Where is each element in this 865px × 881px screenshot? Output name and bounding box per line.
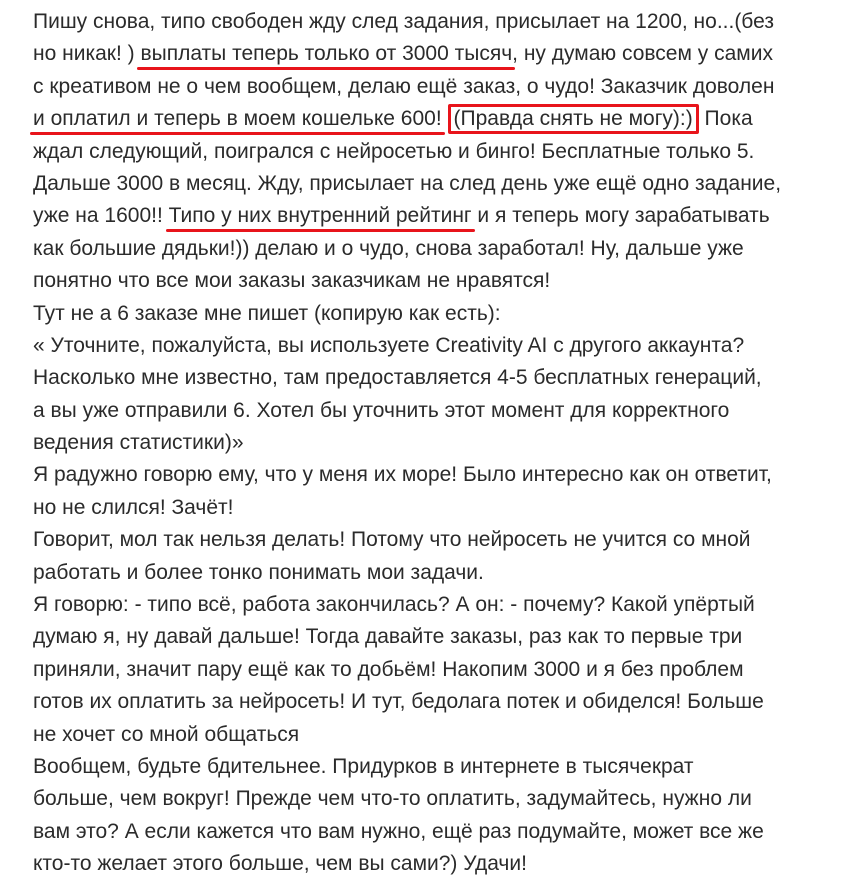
text-line — [33, 783, 865, 815]
text-span: больше, чем вокруг! Прежде чем что-то оплатить, задумайтесь, нужно ли — [33, 787, 752, 811]
text-span: уже на 1600!! — [33, 204, 163, 228]
text-span: не хочет со мной общаться — [33, 722, 300, 746]
text-line — [33, 71, 865, 103]
text-span: кто-то желает этого больше, чем вы сами?) Удачи! — [33, 852, 527, 876]
text-span: как большие дядьки!)) делаю и о чудо, снова заработал! Ну, дальше уже — [33, 236, 744, 260]
text-line — [33, 751, 865, 783]
text-line — [33, 589, 865, 621]
text-span: думаю я, ну давай дальше! Тогда давайте заказы, раз как то первые три — [33, 625, 743, 649]
text-span: Пока — [704, 107, 753, 131]
text-line — [33, 38, 865, 70]
text-line — [33, 298, 865, 330]
text-line — [33, 654, 865, 686]
text-line — [33, 621, 865, 653]
underlined-internal-rating: Типо у них внутренний рейтинг — [169, 200, 472, 232]
text-span: понятно что все мои заказы заказчикам не нравятся! — [33, 269, 551, 293]
text-span: и я теперь могу зарабатывать — [477, 204, 770, 228]
article-text — [33, 6, 865, 881]
text-line — [33, 557, 865, 589]
quote-text: а вы уже отправили 6. Хотел бы уточнить этот момент для корректного — [33, 398, 730, 422]
quote-text: ведения статистики)» — [33, 431, 244, 455]
text-span: но никак! ) — [33, 42, 135, 66]
text-line — [33, 816, 865, 848]
text-span: с креативом не о чем вообщем, делаю ещё заказ, о чудо! Заказчик доволен — [33, 74, 775, 98]
text-line — [33, 492, 865, 524]
text-span: Я радужно говорю ему, что у меня их море! Было интересно как он ответит, — [33, 463, 772, 487]
text-span: , ну думаю совсем у самих — [512, 42, 773, 66]
text-line — [33, 459, 865, 491]
text-span: готов их оплатить за нейросеть! И тут, бедолага потек и обиделся! Больше — [33, 690, 764, 714]
text-line — [33, 233, 865, 265]
text-line — [33, 200, 865, 232]
text-span: вам это? А если кажется что вам нужно, ещё раз подумайте, может все же — [33, 819, 764, 843]
text-line — [33, 524, 865, 556]
text-span: работать и более тонко понимать мои задачи. — [33, 560, 484, 584]
text-line — [33, 719, 865, 751]
text-span: но не слился! Зачёт! — [33, 495, 234, 519]
text-span: приняли, значит пару ещё как то добьём! Накопим 3000 и я без проблем — [33, 657, 744, 681]
quote-text: Насколько мне известно, там предоставляется 4-5 бесплатных генераций, — [33, 366, 762, 390]
text-span: Я говорю: - типо всё, работа закончилась? А он: - почему? Какой упёртый — [33, 593, 755, 617]
boxed-cant-withdraw: (Правда снять не могу):) — [448, 104, 699, 134]
text-span: Вообщем, будьте бдительнее. Придурков в интернете в тысячекрат — [33, 754, 694, 778]
underlined-wallet-balance: и оплатил и теперь в моем кошельке 600! — [33, 103, 442, 135]
text-line — [33, 330, 865, 362]
text-line — [33, 103, 865, 135]
text-span: Дальше 3000 в месяц. Жду, присылает на след день уже ещё одно задание, — [33, 171, 782, 195]
text-line — [33, 686, 865, 718]
text-line — [33, 362, 865, 394]
text-span: Пишу снова, типо свободен жду след задания, присылает на 1200, но...(без — [33, 10, 774, 33]
text-line — [33, 265, 865, 297]
text-line — [33, 136, 865, 168]
text-line — [33, 395, 865, 427]
text-line — [33, 848, 865, 880]
text-span: Тут не а 6 заказе мне пишет (копирую как есть): — [33, 301, 501, 325]
text-line — [33, 168, 865, 200]
text-span: Говорит, мол так нельзя делать! Потому что нейросеть не учится со мной — [33, 528, 751, 552]
underlined-payout-threshold: выплаты теперь только от 3000 тысяч — [140, 38, 512, 70]
quote-text: « Уточните, пожалуйста, вы используете Creativity AI с другого аккаунта? — [33, 333, 745, 357]
text-line — [33, 427, 865, 459]
text-line — [33, 6, 865, 38]
text-span: ждал следующий, поигрался с нейросетью и бинго! Бесплатные только 5. — [33, 139, 755, 163]
